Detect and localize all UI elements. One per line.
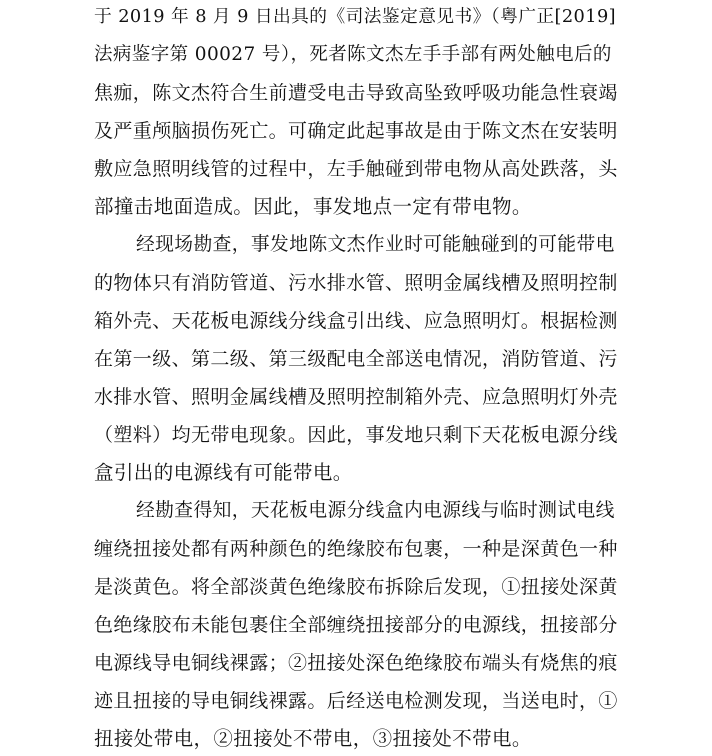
paragraph-1-line-3: 焦痂，陈文杰符合生前遭受电击导致高坠致呼吸功能急性衰竭 <box>94 82 618 104</box>
paragraph-1-line-2: 法病鉴字第 00027 号），死者陈文杰左手手部有两处触电后的 <box>94 44 612 65</box>
paragraph-3-line-1: 经勘查得知，天花板电源分线盒内电源线与临时测试电线 <box>136 500 615 521</box>
paragraph-3-line-4: 色绝缘胶布未能包裹住全部缠绕扭接部分的电源线，扭接部分 <box>94 614 618 636</box>
paragraph-1-line-1: 于 2019 年 8 月 9 日出具的《司法鉴定意见书》（粤广正[2019] <box>94 7 616 27</box>
paragraph-3-line-3: 是淡黄色。将全部淡黄色绝缘胶布拆除后发现，①扭接处深黄 <box>94 576 618 598</box>
paragraph-3-line-7: 扭接处带电，②扭接处不带电，③扭接处不带电。 <box>94 727 532 750</box>
paragraph-3-line-6: 迹且扭接的导电铜线裸露。后经送电检测发现，当送电时，① <box>94 690 618 712</box>
paragraph-2-line-7: 盒引出的电源线有可能带电。 <box>94 461 353 484</box>
paragraph-1-line-6: 部撞击地面造成。因此，事发地点一定有带电物。 <box>94 195 532 218</box>
paragraph-3-line-5: 电源线导电铜线裸露；②扭接处深色绝缘胶布端头有烧焦的痕 <box>94 652 618 674</box>
paragraph-1-line-4: 及严重颅脑损伤死亡。可确定此起事故是由于陈文杰在安装明 <box>94 120 618 142</box>
paragraph-2-line-6: （塑料）均无带电现象。因此，事发地只剩下天花板电源分线 <box>94 424 618 446</box>
paragraph-2-line-1: 经现场勘查，事发地陈文杰作业时可能触碰到的可能带电 <box>136 234 615 255</box>
paragraph-2-line-3: 箱外壳、天花板电源线分线盒引出线、应急照明灯。根据检测 <box>94 310 618 332</box>
paragraph-2-line-4: 在第一级、第二级、第三级配电全部送电情况，消防管道、污 <box>94 348 618 370</box>
paragraph-2-line-5: 水排水管、照明金属线槽及照明控制箱外壳、应急照明灯外壳 <box>94 386 618 408</box>
paragraph-3-line-2: 缠绕扭接处都有两种颜色的绝缘胶布包裹，一种是深黄色一种 <box>94 538 618 560</box>
paragraph-1-line-5: 敷应急照明线管的过程中，左手触碰到带电物从高处跌落，头 <box>94 158 618 180</box>
paragraph-2-line-2: 的物体只有消防管道、污水排水管、照明金属线槽及照明控制 <box>94 272 618 294</box>
